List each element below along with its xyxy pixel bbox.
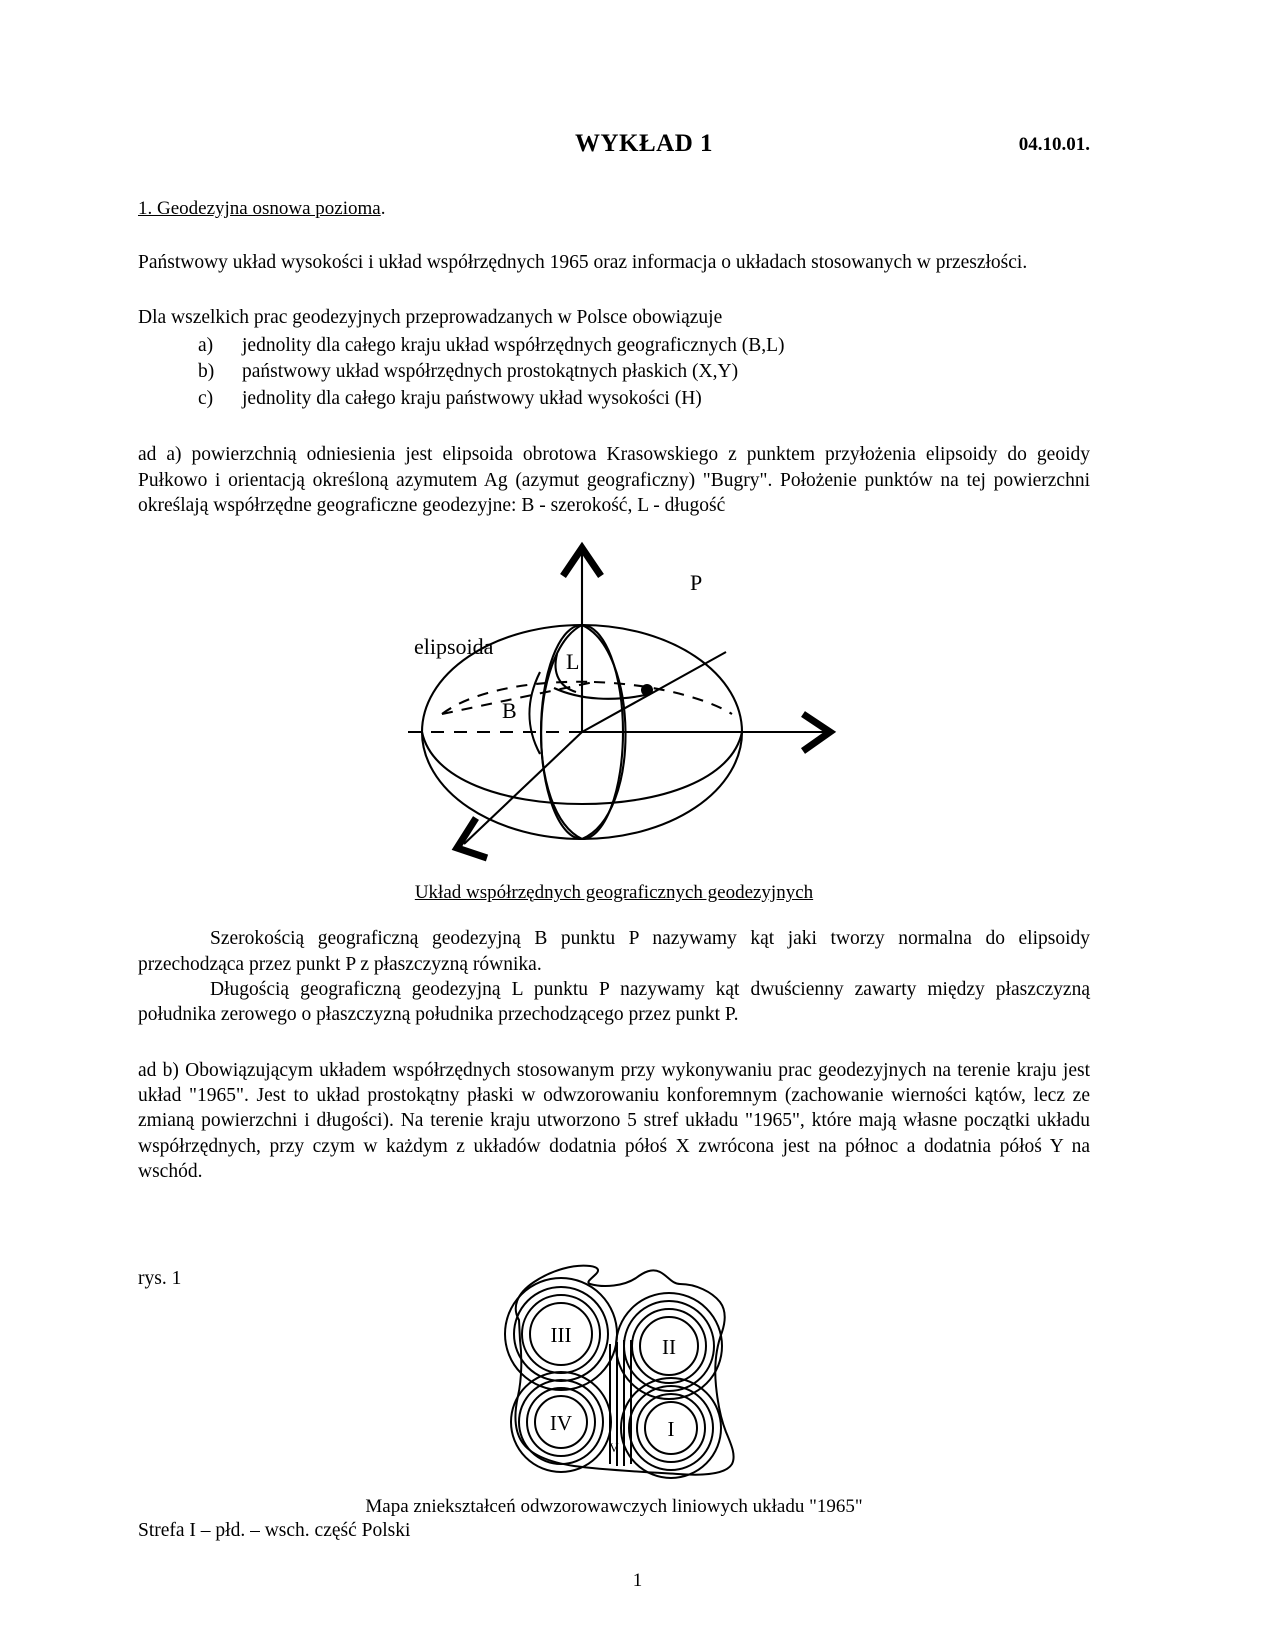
zones-map-caption: Mapa zniekształceń odwzorowawczych liniowych układu "1965"	[365, 1496, 863, 1518]
zone-label-iii: III	[550, 1323, 572, 1348]
zones-map-diagram	[464, 1236, 764, 1486]
paragraph-ad-a: ad a) powierzchnią odniesienia jest elipsoida obrotowa Krasowskiego z punktem przyłożenia elipsoidy do geoidy Pułkowo i orientacją określoną azymutem Ag (azymut geograficzny) "Bugry". Położenie punktów na tej powierzchni określają współrzędne geograficzne geodezyjne: B - szerokość, L - długość	[138, 444, 1090, 516]
page-number: 1	[632, 1570, 643, 1591]
section-heading-period: .	[380, 198, 386, 219]
normal-line-to-P	[582, 652, 726, 732]
list-lead-in: Dla wszelkich prac geodezyjnych przeprowadzanych w Polsce obowiązuje	[138, 307, 723, 329]
definition-longitude: Długością geograficzną geodezyjną L punktu P nazywamy kąt dwuścienny zawarty między płaszczyzną południka zerowego o płaszczyzną południka przechodzącego przez punkt P.	[138, 978, 1090, 1026]
figure-number-label: rys. 1	[138, 1268, 182, 1290]
list-item-label: państwowy układ współrzędnych prostokątnych płaskich (X,Y)	[242, 361, 739, 383]
paragraph-ad-b: ad b) Obowiązującym układem współrzędnych stosowanym przy wykonywaniu prac geodezyjnych na terenie kraju jest układ "1965". Jest to układ prostokątny płaski w odwzorowaniu konforemnym (zachowanie wierności kątów, lecz ze zmianą powierzchni i długości). Na terenie kraju utworzono 5 stref układu "1965", które mają własne początki układu współrzędnych, przy czym w każdym z układów dodatnia półoś X zwrócona jest na północ a dodatnia półoś Y na wschód.	[138, 1059, 1090, 1183]
requirements-list	[138, 333, 1090, 413]
list-item	[198, 359, 1090, 386]
list-item-label: jednolity dla całego kraju układ współrzędnych geograficznych (B,L)	[242, 334, 785, 356]
point-p-marker	[641, 684, 653, 696]
zones-map-figure	[138, 1236, 1090, 1486]
zones-map-row	[138, 1236, 1090, 1486]
zone-label-ii: II	[662, 1335, 676, 1360]
definition-latitude: Szerokością geograficzną geodezyjną B punktu P nazywamy kąt jaki tworzy normalna do elipsoidy przechodząca przez punkt P z płaszczyzną równika.	[138, 928, 1090, 975]
label-point-p: P	[690, 570, 703, 596]
page-title: WYKŁAD 1	[574, 130, 714, 157]
zone-label-iv: IV	[549, 1411, 573, 1436]
list-item	[198, 333, 1090, 360]
label-ellipsoid: elipsoida	[414, 634, 494, 660]
document-header	[138, 130, 1090, 170]
section-heading-text: 1. Geodezyjna osnowa pozioma	[138, 198, 381, 219]
document-content	[138, 130, 1090, 1544]
section-heading	[138, 198, 1090, 220]
list-item-marker: b)	[198, 361, 215, 383]
ellipsoid-figure	[138, 532, 1090, 882]
equator-front	[422, 732, 742, 804]
ellipsoid-diagram	[354, 532, 874, 882]
document-date: 04.10.01.	[1018, 134, 1090, 155]
label-longitude-l: L	[566, 649, 580, 675]
ellipsoid-caption-text: Układ współrzędnych geograficznych geodezyjnych	[414, 882, 814, 904]
list-item	[198, 386, 1090, 413]
strefa-note: Strefa I – płd. – wsch. część Polski	[138, 1520, 411, 1542]
label-latitude-b: B	[502, 698, 517, 724]
zone-label-i: I	[667, 1417, 675, 1442]
list-item-marker: c)	[198, 387, 214, 409]
ellipsoid-caption	[138, 882, 1090, 904]
list-item-label: jednolity dla całego kraju państwowy układ wysokości (H)	[242, 387, 702, 409]
zone-label-v: V	[609, 1440, 619, 1456]
intro-paragraph: Państwowy układ wysokości i układ współrzędnych 1965 oraz informacja o układach stosowanych w przeszłości.	[138, 252, 1028, 273]
arrow-down-left-icon	[457, 818, 487, 858]
list-item-marker: a)	[198, 334, 214, 356]
